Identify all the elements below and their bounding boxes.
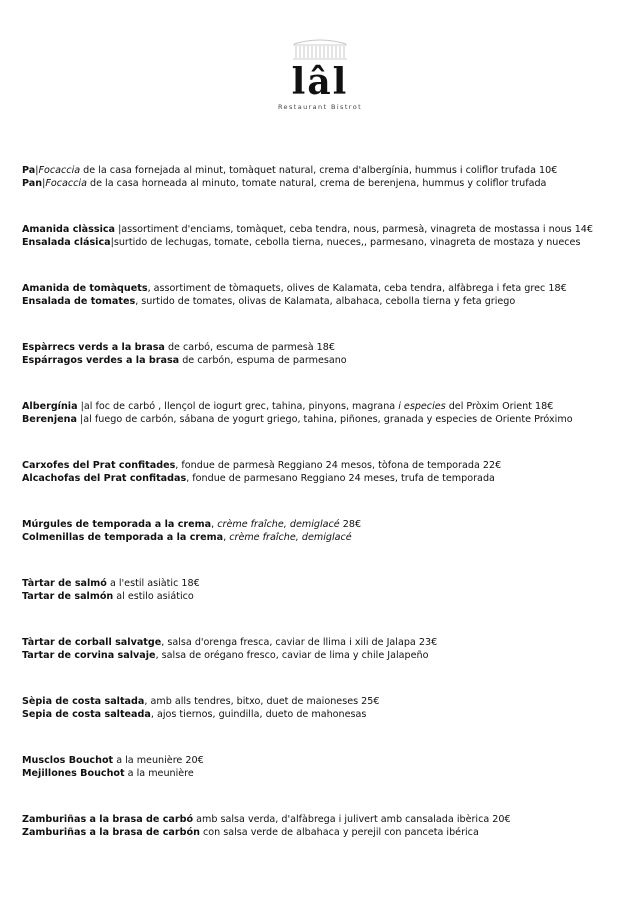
dish-description: al estilo asiático	[113, 591, 194, 602]
dish-catalan	[22, 164, 622, 177]
dish-name: Amanida clàssica	[22, 224, 116, 235]
dish-name: Amanida de tomàquets	[22, 283, 148, 294]
dish-name: Musclos Bouchot	[22, 755, 114, 766]
dish-name: Colmenillas de temporada a la crema	[22, 532, 224, 543]
dish-detail-italic: crème fraîche, demiglacé	[229, 532, 352, 543]
dish-description: |	[42, 178, 46, 189]
dish-name: Espàrrecs verds a la brasa	[22, 342, 165, 353]
dish-description: de la casa fornejada al minut, tomàquet natural, crema d'albergínia, hummus i coliflor trufada 10€	[80, 165, 558, 176]
dish-description: |al fuego de carbón, sábana de yogurt griego, tahina, piñones, granada y especies de Oriente Próximo	[77, 414, 573, 425]
menu-item	[22, 282, 622, 341]
dish-description: de carbón, espuma de parmesano	[179, 355, 347, 366]
dish-name: Tàrtar de corball salvatge	[22, 637, 162, 648]
dish-description: a la meunière	[124, 768, 194, 779]
dish-name: Mejillones Bouchot	[22, 768, 125, 779]
dish-description: , surtido de tomates, olivas de Kalamata, albahaca, cebolla tierna y feta griego	[135, 296, 516, 307]
dish-spanish	[22, 354, 622, 367]
dish-name: Ensalada clásica	[22, 237, 111, 248]
dish-description: , assortiment de tòmaquets, olives de Kalamata, ceba tendra, alfàbrega i feta grec 18€	[147, 283, 567, 294]
dish-name: Pan	[22, 178, 43, 189]
dish-spanish	[22, 767, 622, 780]
dish-spanish	[22, 649, 622, 662]
dish-catalan	[22, 459, 622, 472]
dish-description: con salsa verde de albahaca y perejil con panceta ibérica	[199, 827, 479, 838]
dish-description: a l'estil asiàtic 18€	[106, 578, 200, 589]
dish-name: Carxofes del Prat confitades	[22, 460, 176, 471]
menu-item	[22, 577, 622, 636]
menu-item	[22, 223, 622, 282]
brand-tagline: Restaurant Bistrot	[277, 103, 363, 111]
dish-description: |assortiment d'enciams, tomàquet, ceba tendra, nous, parmesà, vinagreta de mostassa i nous 14€	[115, 224, 594, 235]
dish-description: , salsa de orégano fresco, caviar de lima y chile Jalapeño	[155, 650, 429, 661]
menu-item	[22, 518, 622, 577]
dish-detail-italic: crème fraîche, demiglacé	[217, 519, 340, 530]
dish-spanish	[22, 472, 622, 485]
menu-item	[22, 459, 622, 518]
dish-description: de carbó, escuma de parmesà 18€	[164, 342, 335, 353]
dish-catalan	[22, 813, 622, 826]
dish-spanish	[22, 236, 622, 249]
dish-name: Berenjena	[22, 414, 77, 425]
dish-description: |	[35, 165, 39, 176]
dish-catalan	[22, 636, 622, 649]
dish-name: Tartar de salmón	[22, 591, 114, 602]
dish-name: Sèpia de costa saltada	[22, 696, 145, 707]
dish-description: de la casa horneada al minuto, tomate natural, crema de berenjena, hummus y coliflor trufada	[86, 178, 547, 189]
dish-description: , fondue de parmesano Reggiano 24 meses, trufa de temporada	[186, 473, 495, 484]
building-icon	[290, 36, 350, 60]
menu-list	[22, 164, 622, 872]
menu-item	[22, 400, 622, 459]
dish-spanish	[22, 531, 622, 544]
dish-spanish	[22, 413, 622, 426]
dish-catalan	[22, 341, 622, 354]
dish-catalan	[22, 223, 622, 236]
dish-description: , fondue de parmesà Reggiano 24 mesos, tòfona de temporada 22€	[175, 460, 502, 471]
dish-description: ,	[223, 532, 230, 543]
dish-detail-italic: i especies	[398, 401, 446, 412]
dish-name: Zamburiñas a la brasa de carbó	[22, 814, 194, 825]
dish-name: Albergínia	[22, 401, 78, 412]
dish-name: Tàrtar de salmó	[22, 578, 107, 589]
dish-catalan	[22, 518, 622, 531]
dish-description: del Pròxim Orient 18€	[445, 401, 554, 412]
dish-detail-italic: Focaccia	[45, 178, 87, 189]
dish-description: |surtido de lechugas, tomate, cebolla tierna, nueces,, parmesano, vinagreta de mostaza y nueces	[110, 237, 581, 248]
restaurant-logo	[0, 36, 640, 111]
dish-catalan	[22, 577, 622, 590]
dish-name: Zamburiñas a la brasa de carbón	[22, 827, 200, 838]
dish-detail-italic: Focaccia	[38, 165, 81, 176]
dish-catalan	[22, 695, 622, 708]
dish-description: ,	[211, 519, 218, 530]
dish-spanish	[22, 708, 622, 721]
dish-spanish	[22, 590, 622, 603]
dish-description: 28€	[339, 519, 362, 530]
dish-name: Espárragos verdes a la brasa	[22, 355, 180, 366]
dish-name: Ensalada de tomates	[22, 296, 136, 307]
dish-name: Múrgules de temporada a la crema	[22, 519, 212, 530]
menu-item	[22, 695, 622, 754]
dish-description: , ajos tiernos, guindilla, dueto de mahonesas	[150, 709, 367, 720]
dish-catalan	[22, 400, 622, 413]
menu-item	[22, 636, 622, 695]
dish-spanish	[22, 295, 622, 308]
dish-spanish	[22, 177, 622, 190]
dish-description: , amb alls tendres, bitxo, duet de maioneses 25€	[144, 696, 380, 707]
dish-catalan	[22, 282, 622, 295]
dish-description: a la meunière 20€	[113, 755, 204, 766]
dish-catalan	[22, 754, 622, 767]
dish-spanish	[22, 826, 622, 839]
dish-description: |al foc de carbó , llençol de iogurt grec, tahina, pinyons, magrana	[77, 401, 399, 412]
dish-description: , salsa d'orenga fresca, caviar de llima i xili de Jalapa 23€	[161, 637, 438, 648]
dish-name: Tartar de corvina salvaje	[22, 650, 156, 661]
dish-name: Sepia de costa salteada	[22, 709, 151, 720]
dish-name: Alcachofas del Prat confitadas	[22, 473, 187, 484]
brand-name: lâl	[291, 61, 349, 103]
dish-description: amb salsa verda, d'alfàbrega i julivert amb cansalada ibèrica 20€	[193, 814, 511, 825]
menu-item	[22, 164, 622, 223]
menu-item	[22, 754, 622, 813]
menu-item	[22, 341, 622, 400]
dish-name: Pa	[22, 165, 36, 176]
menu-item	[22, 813, 622, 872]
